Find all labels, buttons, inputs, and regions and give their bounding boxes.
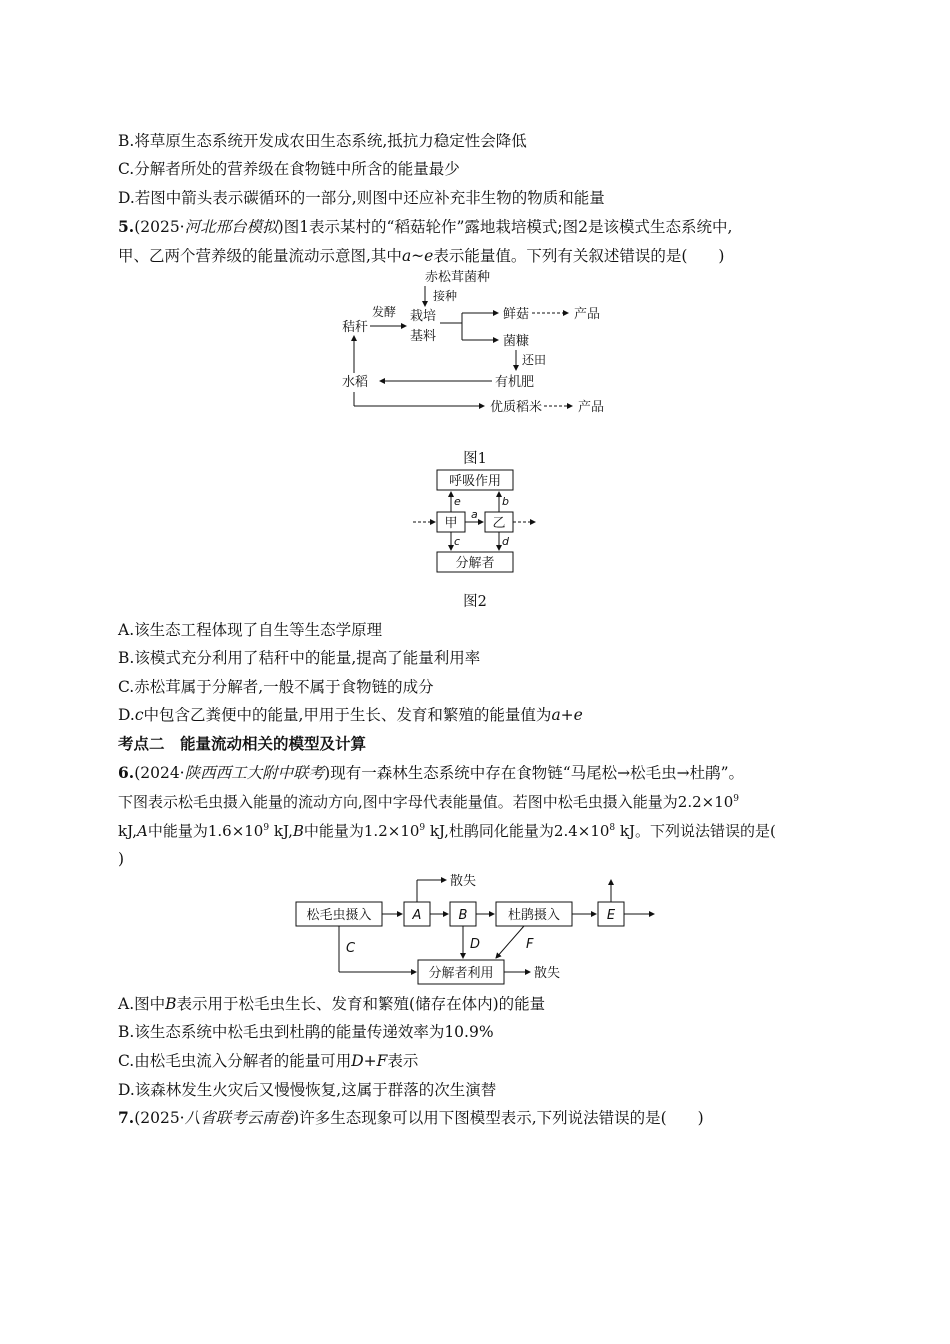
q6-option-c: C.由松毛虫流入分解者的能量可用D+F表示 — [118, 1052, 419, 1070]
q5-figure1-caption: 图1 — [463, 451, 487, 467]
q5-source: 河北邢台模拟 — [184, 218, 278, 236]
fig2-label-e: e — [454, 495, 461, 508]
q6-fig-cuckoo: 杜鹃摄入 — [507, 908, 561, 923]
q5-option-d: D.c中包含乙粪便中的能量,甲用于生长、发育和繁殖的能量值为a+e — [118, 706, 583, 724]
q5-figure2 — [405, 468, 545, 576]
fig2-label-a: a — [471, 508, 478, 521]
q7-number: 7. — [118, 1108, 135, 1127]
q5-stem-line2: 甲、乙两个营养级的能量流动示意图,其中a~e表示能量值。下列有关叙述错误的是( ) — [118, 247, 725, 265]
q6-option-d: D.该森林发生火灾后又慢慢恢复,这属于群落的次生演替 — [118, 1081, 497, 1099]
q6-stem-line3: kJ,A中能量为$1.6\times 10^9$ kJ,B中能量为$1.2\times 10^9$ kJ,杜鹃同化能量为$2.4\times 10^8$ kJ。下列说法错误的是( — [118, 822, 776, 840]
fig1-ferment: 发酵 — [372, 305, 397, 319]
fig1-return-field: 还田 — [522, 353, 547, 367]
q6-fig-c: C — [346, 941, 356, 956]
q5-figure2-caption: 图2 — [463, 594, 487, 610]
q4-option-b: B.将草原生态系统开发成农田生态系统,抵抗力稳定性会降低 — [118, 132, 527, 150]
q6-stem-line1: 6.(2024·陕西西工大附中联考)现有一森林生态系统中存在食物链“马尾松→松毛虫→杜鹃”。 — [118, 763, 745, 782]
fig2-decomposer: 分解者 — [455, 556, 495, 571]
fig1-residue: 菌糠 — [503, 334, 530, 349]
fig1-seed: 赤松茸菌种 — [425, 270, 491, 285]
fig1-quality-rice: 优质稻米 — [490, 400, 543, 415]
q6-fig-f: F — [526, 937, 534, 952]
q5-option-b: B.该模式充分利用了秸秆中的能量,提高了能量利用率 — [118, 649, 481, 667]
fig2-yi: 乙 — [492, 516, 506, 531]
fig1-fertilizer: 有机肥 — [495, 375, 535, 390]
section-heading: 考点二 能量流动相关的模型及计算 — [118, 735, 367, 753]
fig1-rice: 水稻 — [342, 375, 369, 390]
q6-number: 6. — [118, 763, 135, 782]
fig2-jia: 甲 — [444, 516, 458, 531]
q6-fig-e: E — [606, 908, 616, 923]
q6-fig-decomposer: 分解者利用 — [428, 966, 494, 981]
q5-option-a: A.该生态工程体现了自生等生态学原理 — [118, 621, 383, 639]
fig2-label-d: d — [502, 535, 509, 548]
q6-fig-lost-1: 散失 — [450, 874, 477, 889]
fig1-product: 产品 — [574, 307, 601, 322]
q6-source: 陕西西工大附中联考 — [184, 764, 325, 782]
q4-option-c: C.分解者所处的营养级在食物链中所含的能量最少 — [118, 160, 460, 178]
q5-number: 5. — [118, 217, 135, 236]
q6-fig-b: B — [458, 908, 468, 923]
q4-option-d: D.若图中箭头表示碳循环的一部分,则图中还应补充非生物的物质和能量 — [118, 189, 605, 207]
q7-stem: 7.(2025·八省联考云南卷)许多生态现象可以用下图模型表示,下列说法错误的是( ) — [118, 1108, 704, 1127]
q6-option-b: B.该生态系统中松毛虫到杜鹃的能量传递效率为10.9% — [118, 1023, 494, 1041]
q5-stem-line1: 5.(2025·河北邢台模拟)图1表示某村的“稻菇轮作”露地栽培模式;图2是该模式生态系统中, — [118, 217, 733, 236]
fig1-fresh-mushroom: 鲜菇 — [503, 307, 530, 322]
q7-source: 八省联考云南卷 — [184, 1109, 294, 1127]
q6-stem-line4: ) — [118, 850, 125, 868]
q6-figure — [290, 868, 670, 986]
q6-fig-d: D — [470, 937, 481, 952]
q6-fig-a: A — [412, 908, 422, 923]
q6-fig-lost-2: 散失 — [534, 966, 561, 981]
fig1-substrate-2: 基料 — [410, 329, 437, 344]
q6-option-a: A.图中B表示用于松毛虫生长、发育和繁殖(储存在体内)的能量 — [118, 995, 546, 1013]
q5-option-c: C.赤松茸属于分解者,一般不属于食物链的成分 — [118, 678, 434, 696]
fig1-substrate-1: 栽培 — [410, 309, 437, 324]
fig1-product-2: 产品 — [578, 400, 605, 415]
fig2-label-b: b — [502, 495, 509, 508]
fig2-respiration: 呼吸作用 — [448, 474, 502, 489]
fig1-straw: 秸秆 — [342, 320, 369, 335]
q6-fig-intake: 松毛虫摄入 — [306, 908, 372, 923]
fig1-inoculate: 接种 — [433, 289, 458, 303]
fig2-label-c: c — [454, 535, 461, 548]
q5-figure1 — [330, 268, 630, 420]
q6-stem-line2: 下图表示松毛虫摄入能量的流动方向,图中字母代表能量值。若图中松毛虫摄入能量为$2.2\times 10^9$ — [118, 793, 740, 811]
